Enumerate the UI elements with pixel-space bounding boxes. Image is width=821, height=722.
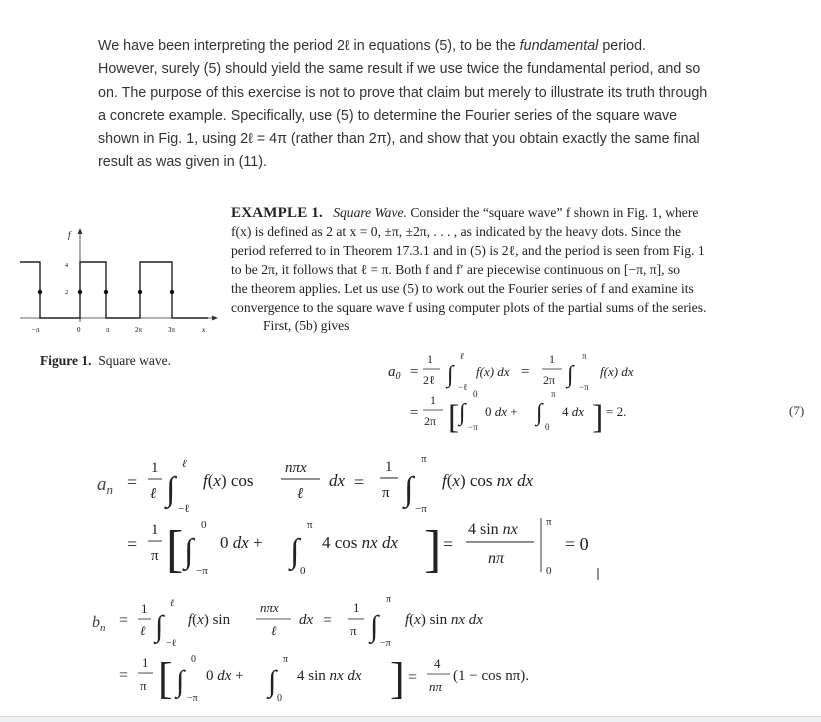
intro-line: shown in Fig. 1, using 2ℓ = 4π (rather than 2π), and show that you obtain exactly the same final: [98, 131, 700, 148]
svg-text:(1 − cos nπ).: (1 − cos nπ).: [453, 668, 530, 684]
svg-text:=: =: [127, 472, 138, 492]
svg-text:π: π: [151, 548, 159, 564]
equation-bn: [92, 594, 483, 649]
svg-text:= 2.: = 2.: [606, 404, 627, 419]
svg-text:π: π: [140, 678, 147, 693]
svg-text:bn: $b_n$: [92, 614, 106, 634]
x-tick-2pi: 2π: [135, 326, 143, 334]
svg-text:4 sin nx: 4 sin nx: [468, 521, 518, 538]
svg-text:1: 1: [385, 459, 393, 475]
intro-line: a concrete example. Specifically, use (5) to determine the Fourier series of the square wave: [98, 107, 678, 124]
svg-text:∫: ∫: [176, 665, 185, 698]
equation-a0-result: [410, 389, 626, 436]
svg-text:0: 0: [201, 519, 207, 531]
figure-caption: Figure 1. Square wave.: [40, 353, 171, 368]
svg-text:∫: ∫: [184, 533, 194, 570]
svg-text:f(x) sin nx dx: f(x) sin nx dx: [405, 612, 483, 628]
svg-text:0 dx +: 0 dx +: [206, 668, 244, 684]
svg-text:1: 1: [427, 352, 433, 366]
svg-text:1: 1: [430, 393, 436, 407]
square-wave-curve: [20, 262, 208, 318]
svg-text:[: [: [448, 399, 460, 436]
svg-text:]: ]: [390, 654, 405, 703]
y-tick-4: 4: [65, 263, 68, 269]
example-heading: EXAMPLE 1.: [231, 205, 323, 221]
svg-text:0: 0: [545, 422, 550, 432]
example-subtitle: Square Wave.: [333, 205, 407, 220]
svg-text:1: 1: [353, 600, 360, 615]
svg-text:−ℓ: −ℓ: [166, 638, 177, 649]
svg-text:nπx: nπx: [260, 600, 279, 615]
svg-text:=: =: [410, 364, 419, 380]
equation-number: (7): [789, 403, 805, 418]
svg-text:ℓ: ℓ: [460, 351, 464, 361]
svg-text:∫: ∫: [370, 610, 379, 643]
x-tick-pi: π: [106, 326, 110, 334]
svg-text:nπ: nπ: [429, 679, 443, 694]
svg-text:=: =: [127, 534, 138, 554]
svg-text:−ℓ: −ℓ: [458, 382, 468, 392]
exercise-text: [98, 35, 738, 175]
svg-text:π: π: [350, 623, 357, 638]
svg-text:1: 1: [141, 601, 148, 616]
x-tick-0: 0: [77, 326, 81, 334]
equation-an: [97, 453, 534, 515]
svg-text:∫: ∫: [166, 471, 176, 508]
svg-text:2π: 2π: [424, 414, 437, 428]
example-line: First, (5b) gives: [263, 318, 350, 334]
svg-text:4 cos nx dx: 4 cos nx dx: [322, 533, 399, 552]
svg-text:−π: −π: [579, 382, 589, 392]
svg-text:4 dx: 4 dx: [562, 404, 585, 419]
x-axis-label: x: [202, 326, 206, 334]
example-line: convergence to the square wave f using computer plots of the partial sums of the series.: [231, 299, 707, 315]
svg-text:dx: dx: [329, 471, 346, 490]
svg-text:π: π: [546, 516, 552, 528]
example-line: period referred to in Theorem 17.3.1 and in (5) is 2ℓ, and the period is seen from Fig. 1: [231, 242, 705, 258]
bottom-bar: [0, 716, 821, 722]
equation-a0: [388, 351, 634, 392]
svg-text:ℓ: ℓ: [170, 598, 175, 609]
x-tick-neg-pi: −π: [32, 326, 40, 334]
svg-text:nπx: nπx: [285, 460, 307, 476]
intro-line: on. The purpose of this exercise is not to prove that claim but merely to illustrate its truth through: [98, 84, 708, 101]
midpoint-dot: [78, 290, 82, 294]
svg-text:∫: ∫: [404, 471, 414, 508]
intro-line: We have been interpreting the period 2ℓ in equations (5), to be the fundamental period.: [98, 38, 647, 54]
svg-text:2π: 2π: [543, 373, 556, 387]
svg-text:1: 1: [549, 352, 555, 366]
svg-text:1: 1: [151, 460, 159, 476]
svg-text:ℓ: ℓ: [271, 623, 277, 638]
svg-text:ℓ: ℓ: [140, 623, 146, 638]
x-tick-3pi: 3π: [168, 326, 176, 334]
svg-text:=: =: [443, 534, 454, 554]
midpoint-dot: [138, 290, 142, 294]
svg-text:dx: dx: [299, 612, 314, 628]
y-axis-label: f: [68, 230, 71, 240]
svg-text:0 dx +: 0 dx +: [220, 533, 263, 552]
intro-line: However, surely (5) should yield the same result if we use twice the fundamental period, and so: [98, 61, 701, 78]
midpoint-dot: [170, 290, 174, 294]
svg-text:∫: ∫: [459, 400, 466, 426]
example-line: the theorem applies. Let us use (5) to work out the Fourier series of f and examine its: [231, 280, 694, 296]
square-wave-figure: [20, 222, 220, 342]
svg-text:4: 4: [434, 656, 441, 671]
intro-line: result as was given in (11).: [98, 154, 267, 171]
svg-text:−π: −π: [196, 565, 208, 577]
svg-text:∫: ∫: [447, 362, 454, 388]
svg-text:]: ]: [592, 399, 604, 436]
midpoint-dot: [104, 290, 108, 294]
svg-text:f(x) dx: f(x) dx: [600, 364, 634, 379]
equation-bn-result: [119, 654, 529, 704]
svg-text:ℓ: ℓ: [150, 486, 157, 502]
svg-text:0 dx +: 0 dx +: [485, 404, 518, 419]
svg-text:[: [: [166, 521, 184, 578]
svg-text:=: =: [119, 612, 129, 629]
svg-text:π: π: [283, 654, 289, 665]
svg-text:0: 0: [473, 389, 478, 399]
svg-text:ℓ: ℓ: [297, 486, 304, 502]
svg-text:∫: ∫: [567, 362, 574, 388]
svg-text:0: 0: [300, 565, 306, 577]
svg-text:∫: ∫: [155, 610, 164, 643]
svg-text:0: 0: [277, 693, 282, 704]
svg-text:]: ]: [424, 521, 442, 578]
svg-text:π: π: [307, 519, 313, 531]
svg-text:f(x) sin: f(x) sin: [188, 612, 231, 628]
svg-text:an: $a_n$: [97, 474, 113, 497]
svg-text:=: =: [354, 472, 365, 492]
svg-text:−ℓ: −ℓ: [178, 503, 190, 515]
svg-text:= 0: = 0: [565, 534, 589, 554]
svg-text:a0: $a_0$: [388, 364, 401, 382]
svg-text:=: =: [408, 669, 418, 686]
svg-text:1: 1: [142, 655, 149, 670]
svg-text:∫: ∫: [536, 400, 543, 426]
svg-text:f(x) cos nx dx: f(x) cos nx dx: [442, 471, 534, 490]
svg-text:π: π: [582, 351, 587, 361]
svg-text:=: =: [410, 405, 419, 421]
svg-text:4 sin nx dx: 4 sin nx dx: [297, 668, 362, 684]
svg-text:π: π: [382, 485, 390, 501]
example-first-line: EXAMPLE 1. Square Wave. Consider the “square wave” f shown in Fig. 1, where: [231, 205, 699, 221]
svg-text:∫: ∫: [290, 533, 300, 570]
midpoint-dot: [38, 290, 42, 294]
svg-text:0: 0: [546, 565, 552, 577]
example-line: to be 2π, it follows that ℓ = π. Both f and f′ are piecewise continuous on [−π, π], so: [231, 261, 681, 277]
svg-text:nπ: nπ: [488, 550, 505, 567]
svg-text:[: [: [158, 654, 173, 703]
svg-text:ℓ: ℓ: [182, 458, 187, 470]
equations: [0, 340, 821, 716]
example-line: f(x) is defined as 2 at x = 0, ±π, ±2π, . . . , as indicated by the heavy dots. Since the: [231, 223, 682, 239]
svg-text:π: π: [421, 453, 427, 465]
svg-text:−π: −π: [380, 638, 391, 649]
example-text: [231, 204, 806, 336]
svg-text:=: =: [521, 364, 530, 380]
svg-text:f(x) dx: f(x) dx: [476, 364, 510, 379]
svg-text:f(x) cos: f(x) cos: [203, 471, 254, 490]
svg-text:−π: −π: [187, 693, 198, 704]
svg-text:π: π: [551, 389, 556, 399]
svg-text:−π: −π: [415, 503, 427, 515]
equation-an-result: [127, 516, 598, 580]
svg-text:0: 0: [191, 654, 196, 665]
svg-text:−π: −π: [468, 422, 478, 432]
y-tick-2: 2: [65, 290, 68, 296]
svg-text:1: 1: [151, 522, 159, 538]
svg-text:π: π: [386, 594, 392, 605]
svg-text:=: =: [119, 667, 129, 684]
svg-text:∫: ∫: [268, 665, 277, 698]
svg-text:=: =: [323, 612, 333, 629]
svg-text:2ℓ: 2ℓ: [423, 373, 435, 387]
